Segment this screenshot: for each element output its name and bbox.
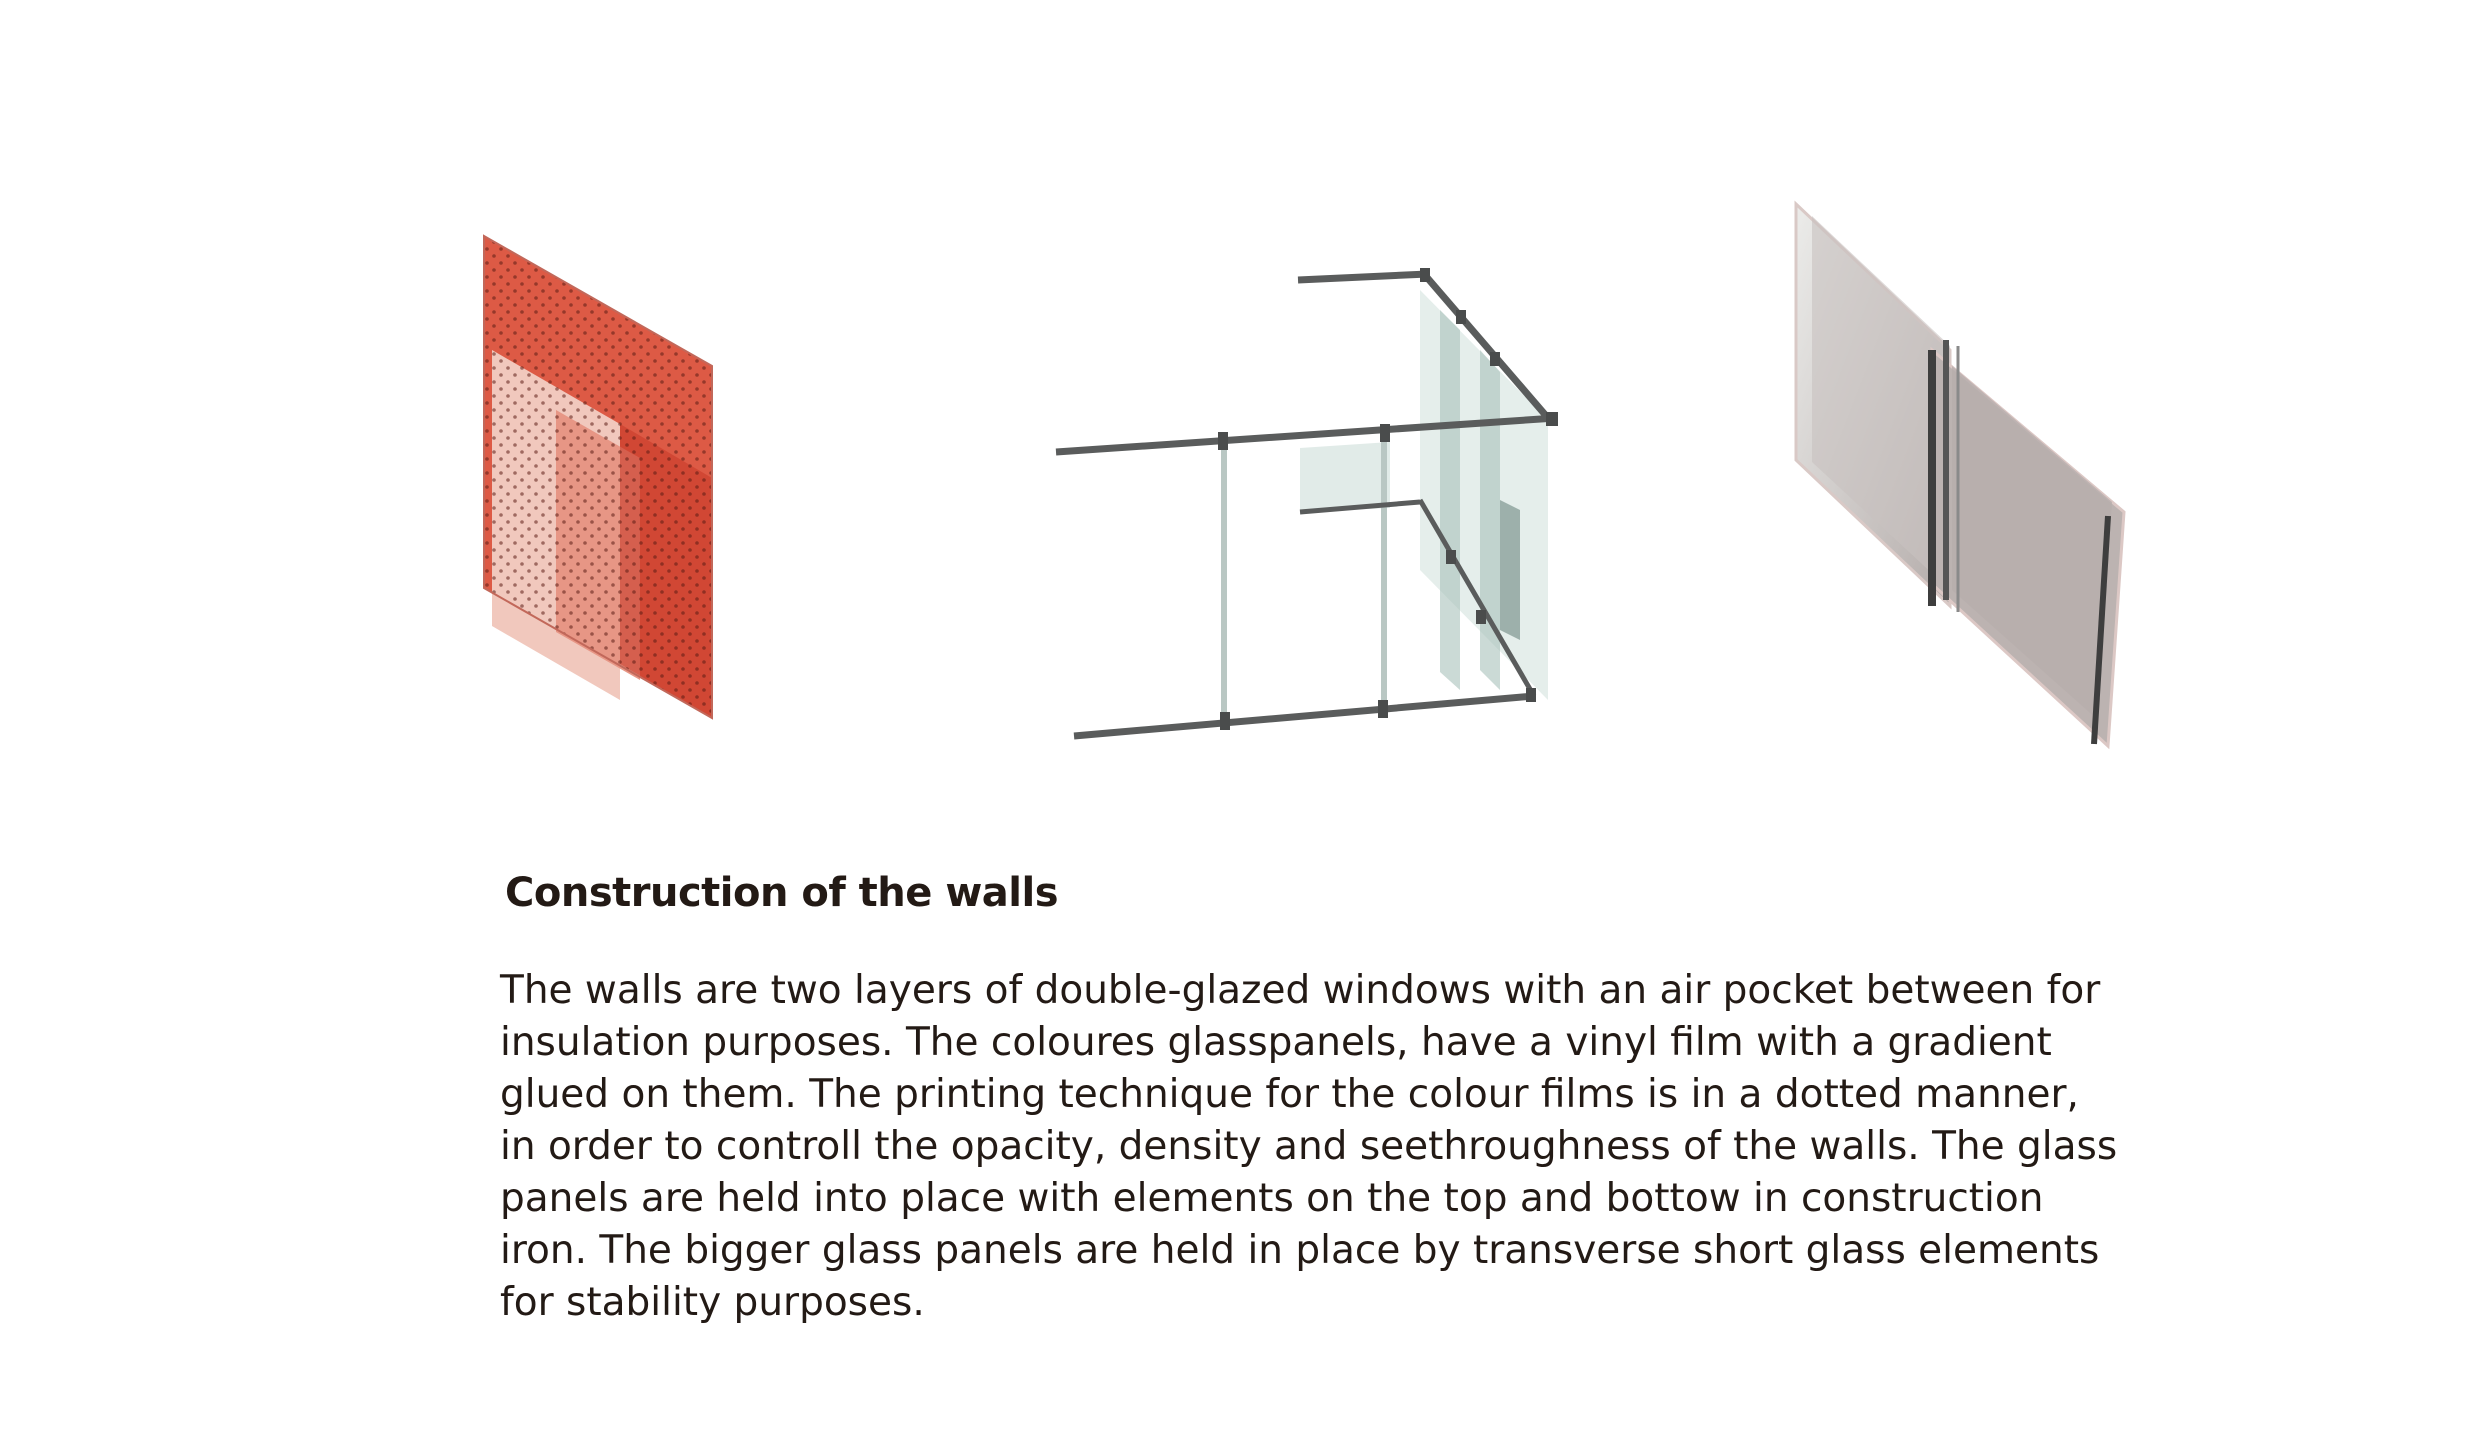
section-heading: Construction of the walls [505, 870, 1059, 916]
section-body-text: The walls are two layers of double-glazed windows with an air pocket between for insulation purposes. The coloures glasspanels, have a vinyl film with a gradient glued on them. The printing technique for the colour films is in a dotted manner, in order to controll the opacity, density and seethroughness of the walls. The glass panels are held into place with elements on the top and bottow in construction iron. The bigger glass panels are held in place by transverse short glass elements for stability purposes. [500, 968, 2118, 1325]
double-glazed-window-illustration [1796, 204, 2124, 746]
steel-frame-glass-illustration [1056, 268, 1558, 736]
coloured-glass-panel-illustration [484, 236, 712, 718]
